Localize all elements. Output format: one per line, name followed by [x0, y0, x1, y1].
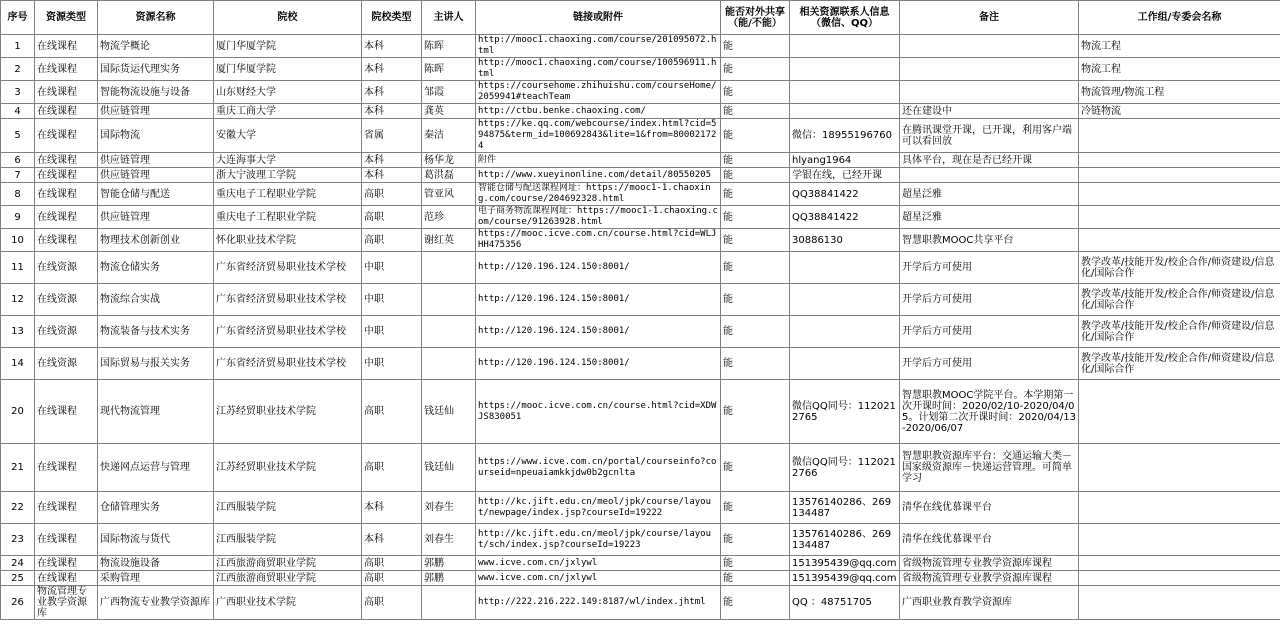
cell-working-group[interactable]: [1079, 380, 1280, 444]
cell-institution-type[interactable]: 高职: [362, 556, 422, 571]
cell-institution[interactable]: 广东省经济贸易职业技术学校: [214, 316, 362, 348]
cell-index[interactable]: 8: [1, 183, 35, 206]
cell-institution-type[interactable]: 高职: [362, 229, 422, 252]
cell-resource-name[interactable]: 供应链管理: [98, 168, 214, 183]
cell-shareable[interactable]: 能: [721, 284, 790, 316]
cell-working-group[interactable]: 教学改革/技能开发/校企合作/师资建设/信息化/国际合作: [1079, 348, 1280, 380]
cell-institution[interactable]: 厦门华厦学院: [214, 58, 362, 81]
table-row: [1, 492, 1280, 524]
cell-link[interactable]: http://kc.jift.edu.cn/meol/jpk/course/layout/sch/index.jsp?courseId=19223: [476, 524, 721, 556]
cell-shareable[interactable]: 能: [721, 524, 790, 556]
cell-resource-name[interactable]: 供应链管理: [98, 206, 214, 229]
cell-index[interactable]: 4: [1, 104, 35, 119]
cell-institution-type[interactable]: 高职: [362, 206, 422, 229]
cell-lecturer[interactable]: 刘春生: [422, 492, 476, 524]
cell-lecturer[interactable]: 邹霞: [422, 81, 476, 104]
cell-resource-name[interactable]: 快递网点运营与管理: [98, 444, 214, 492]
cell-institution[interactable]: 江苏经贸职业技术学院: [214, 380, 362, 444]
cell-contact[interactable]: QQ38841422: [790, 183, 900, 206]
cell-institution[interactable]: 大连海事大学: [214, 153, 362, 168]
cell-shareable[interactable]: 能: [721, 183, 790, 206]
cell-lecturer[interactable]: 葛洪磊: [422, 168, 476, 183]
cell-resource-type[interactable]: 在线课程: [35, 206, 98, 229]
cell-institution-type[interactable]: 中职: [362, 252, 422, 284]
cell-institution[interactable]: 广西职业技术学院: [214, 586, 362, 620]
cell-link[interactable]: www.icve.com.cn/jxlywl: [476, 556, 721, 571]
cell-lecturer[interactable]: 郭鹏: [422, 556, 476, 571]
cell-resource-name[interactable]: 广西物流专业教学资源库: [98, 586, 214, 620]
cell-index[interactable]: 23: [1, 524, 35, 556]
cell-remarks[interactable]: [900, 35, 1079, 58]
cell-remarks[interactable]: 开学后方可使用: [900, 252, 1079, 284]
cell-shareable[interactable]: 能: [721, 556, 790, 571]
cell-shareable[interactable]: 能: [721, 348, 790, 380]
cell-contact[interactable]: [790, 284, 900, 316]
cell-institution-type[interactable]: 本科: [362, 524, 422, 556]
cell-shareable[interactable]: 能: [721, 81, 790, 104]
cell-contact[interactable]: hlyang1964: [790, 153, 900, 168]
cell-institution-type[interactable]: 省属: [362, 119, 422, 153]
cell-resource-name[interactable]: 现代物流管理: [98, 380, 214, 444]
header-institution[interactable]: 院校: [214, 1, 362, 35]
cell-working-group[interactable]: 教学改革/技能开发/校企合作/师资建设/信息化/国际合作: [1079, 284, 1280, 316]
table-row: [1, 316, 1280, 348]
cell-lecturer[interactable]: 陈晖: [422, 35, 476, 58]
cell-index[interactable]: 24: [1, 556, 35, 571]
cell-index[interactable]: 5: [1, 119, 35, 153]
cell-working-group[interactable]: [1079, 444, 1280, 492]
cell-resource-name[interactable]: 仓储管理实务: [98, 492, 214, 524]
cell-link[interactable]: http://mooc1.chaoxing.com/course/201095072.html: [476, 35, 721, 58]
cell-contact[interactable]: [790, 104, 900, 119]
cell-working-group[interactable]: [1079, 168, 1280, 183]
cell-resource-name[interactable]: 国际物流与货代: [98, 524, 214, 556]
cell-contact[interactable]: 151395439@qq.com: [790, 556, 900, 571]
cell-institution[interactable]: 重庆电子工程职业学院: [214, 183, 362, 206]
cell-index[interactable]: 1: [1, 35, 35, 58]
cell-institution-type[interactable]: 高职: [362, 380, 422, 444]
cell-institution-type[interactable]: 高职: [362, 444, 422, 492]
cell-resource-type[interactable]: 在线课程: [35, 104, 98, 119]
cell-institution[interactable]: 广东省经济贸易职业技术学校: [214, 348, 362, 380]
table-row: [1, 104, 1280, 119]
header-row: [1, 1, 1280, 35]
table-row: [1, 348, 1280, 380]
cell-working-group[interactable]: [1079, 492, 1280, 524]
table-body: [1, 35, 1280, 620]
table-row: [1, 556, 1280, 571]
cell-resource-name[interactable]: 物理技术创新创业: [98, 229, 214, 252]
table-row: [1, 153, 1280, 168]
cell-shareable[interactable]: 能: [721, 58, 790, 81]
cell-index[interactable]: 13: [1, 316, 35, 348]
header-shareable[interactable]: 能否对外共享（能/不能）: [721, 1, 790, 35]
table-row: [1, 58, 1280, 81]
table-row: [1, 168, 1280, 183]
cell-index[interactable]: 6: [1, 153, 35, 168]
cell-lecturer[interactable]: [422, 316, 476, 348]
header-lecturer[interactable]: 主讲人: [422, 1, 476, 35]
cell-institution-type[interactable]: 本科: [362, 168, 422, 183]
cell-shareable[interactable]: 能: [721, 444, 790, 492]
cell-institution[interactable]: 怀化职业技术学院: [214, 229, 362, 252]
cell-resource-type[interactable]: 在线资源: [35, 348, 98, 380]
cell-shareable[interactable]: 能: [721, 104, 790, 119]
cell-link[interactable]: 智能仓储与配送课程网址：https://mooc1-1.chaoxing.com/course/204692328.html: [476, 183, 721, 206]
cell-resource-type[interactable]: 在线课程: [35, 81, 98, 104]
cell-shareable[interactable]: 能: [721, 492, 790, 524]
cell-resource-type[interactable]: 在线资源: [35, 252, 98, 284]
cell-link[interactable]: http://ctbu.benke.chaoxing.com/: [476, 104, 721, 119]
cell-working-group[interactable]: [1079, 183, 1280, 206]
cell-remarks[interactable]: 智慧职教MOOC学院平台。本学期第一次开课时间：2020/02/10-2020/04/05。计划第二次开课时间：2020/04/13-2020/06/07: [900, 380, 1079, 444]
table-row: [1, 183, 1280, 206]
cell-index[interactable]: 21: [1, 444, 35, 492]
cell-index[interactable]: 26: [1, 586, 35, 620]
cell-resource-name[interactable]: 智能仓储与配送: [98, 183, 214, 206]
header-institution-type[interactable]: 院校类型: [362, 1, 422, 35]
cell-resource-name[interactable]: 国际货运代理实务: [98, 58, 214, 81]
table-row: [1, 524, 1280, 556]
cell-institution-type[interactable]: 高职: [362, 586, 422, 620]
table-row: [1, 380, 1280, 444]
cell-link[interactable]: https://mooc.icve.com.cn/course.html?cid=XDWJS830051: [476, 380, 721, 444]
cell-institution[interactable]: 浙大宁波理工学院: [214, 168, 362, 183]
cell-working-group[interactable]: [1079, 571, 1280, 586]
cell-remarks[interactable]: 智慧职教MOOC共享平台: [900, 229, 1079, 252]
header-working-group[interactable]: 工作组/专委会名称: [1079, 1, 1280, 35]
cell-contact[interactable]: [790, 58, 900, 81]
cell-resource-name[interactable]: 物流仓储实务: [98, 252, 214, 284]
cell-resource-type[interactable]: 在线课程: [35, 524, 98, 556]
cell-lecturer[interactable]: 陈晖: [422, 58, 476, 81]
cell-lecturer[interactable]: [422, 252, 476, 284]
table-row: [1, 444, 1280, 492]
cell-lecturer[interactable]: 郭鹏: [422, 571, 476, 586]
cell-working-group[interactable]: [1079, 153, 1280, 168]
cell-lecturer[interactable]: 秦洁: [422, 119, 476, 153]
cell-institution-type[interactable]: 高职: [362, 183, 422, 206]
cell-institution[interactable]: 重庆电子工程职业学院: [214, 206, 362, 229]
cell-working-group[interactable]: [1079, 524, 1280, 556]
cell-remarks[interactable]: [900, 81, 1079, 104]
cell-working-group[interactable]: 教学改革/技能开发/校企合作/师资建设/信息化/国际合作: [1079, 252, 1280, 284]
cell-contact[interactable]: 微信QQ同号：1120212765: [790, 380, 900, 444]
cell-working-group[interactable]: [1079, 586, 1280, 620]
cell-remarks[interactable]: 超星泛雅: [900, 206, 1079, 229]
cell-resource-type[interactable]: 在线课程: [35, 35, 98, 58]
cell-contact[interactable]: QQ ：48751705: [790, 586, 900, 620]
cell-working-group[interactable]: [1079, 556, 1280, 571]
cell-link[interactable]: http://222.216.222.149:8187/wl/index.jhtml: [476, 586, 721, 620]
cell-remarks[interactable]: 开学后方可使用: [900, 284, 1079, 316]
cell-resource-type[interactable]: 在线课程: [35, 119, 98, 153]
cell-contact[interactable]: [790, 81, 900, 104]
cell-resource-type[interactable]: 在线课程: [35, 58, 98, 81]
cell-contact[interactable]: [790, 252, 900, 284]
cell-contact[interactable]: QQ38841422: [790, 206, 900, 229]
cell-remarks[interactable]: [900, 58, 1079, 81]
cell-lecturer[interactable]: 管亚风: [422, 183, 476, 206]
cell-shareable[interactable]: 能: [721, 380, 790, 444]
table-row: [1, 586, 1280, 620]
cell-remarks[interactable]: 具体平台，现在是否已经开课: [900, 153, 1079, 168]
cell-link[interactable]: 附件: [476, 153, 721, 168]
cell-lecturer[interactable]: [422, 284, 476, 316]
table-row: [1, 571, 1280, 586]
header-resource-type[interactable]: 资源类型: [35, 1, 98, 35]
cell-institution-type[interactable]: 中职: [362, 316, 422, 348]
cell-working-group[interactable]: [1079, 229, 1280, 252]
cell-remarks[interactable]: 超星泛雅: [900, 183, 1079, 206]
cell-shareable[interactable]: 能: [721, 571, 790, 586]
header-link[interactable]: 链接或附件: [476, 1, 721, 35]
cell-link[interactable]: www.icve.com.cn/jxlywl: [476, 571, 721, 586]
cell-index[interactable]: 10: [1, 229, 35, 252]
cell-institution-type[interactable]: 高职: [362, 571, 422, 586]
cell-institution[interactable]: 江西服装学院: [214, 492, 362, 524]
cell-working-group[interactable]: 物流管理/物流工程: [1079, 81, 1280, 104]
cell-remarks[interactable]: 智慧职教资源库平台：交通运输大类－国家级资源库－快递运营管理。可简单学习: [900, 444, 1079, 492]
table-row: [1, 284, 1280, 316]
cell-institution-type[interactable]: 本科: [362, 81, 422, 104]
cell-institution[interactable]: 广东省经济贸易职业技术学校: [214, 252, 362, 284]
cell-lecturer[interactable]: 范珍: [422, 206, 476, 229]
cell-link[interactable]: http://mooc1.chaoxing.com/course/100596911.html: [476, 58, 721, 81]
cell-institution[interactable]: 重庆工商大学: [214, 104, 362, 119]
cell-institution[interactable]: 厦门华厦学院: [214, 35, 362, 58]
cell-lecturer[interactable]: 龚英: [422, 104, 476, 119]
cell-shareable[interactable]: 能: [721, 316, 790, 348]
cell-institution-type[interactable]: 本科: [362, 104, 422, 119]
cell-resource-type[interactable]: 在线课程: [35, 571, 98, 586]
cell-institution[interactable]: 山东财经大学: [214, 81, 362, 104]
cell-institution-type[interactable]: 中职: [362, 348, 422, 380]
cell-resource-type[interactable]: 在线课程: [35, 492, 98, 524]
cell-index[interactable]: 14: [1, 348, 35, 380]
cell-index[interactable]: 11: [1, 252, 35, 284]
cell-institution[interactable]: 江西旅游商贸职业学院: [214, 556, 362, 571]
cell-lecturer[interactable]: 杨华龙: [422, 153, 476, 168]
cell-index[interactable]: 7: [1, 168, 35, 183]
table-row: [1, 119, 1280, 153]
cell-resource-type[interactable]: 物流管理专业教学资源库: [35, 586, 98, 620]
cell-institution-type[interactable]: 本科: [362, 58, 422, 81]
cell-contact[interactable]: 微信：18955196760: [790, 119, 900, 153]
cell-contact[interactable]: [790, 35, 900, 58]
cell-institution[interactable]: 安徽大学: [214, 119, 362, 153]
cell-shareable[interactable]: 能: [721, 586, 790, 620]
header-resource-name[interactable]: 资源名称: [98, 1, 214, 35]
cell-remarks[interactable]: 清华在线优慕课平台: [900, 492, 1079, 524]
cell-resource-name[interactable]: 物流综合实战: [98, 284, 214, 316]
cell-link[interactable]: http://120.196.124.150:8001/: [476, 284, 721, 316]
cell-resource-type[interactable]: 在线课程: [35, 380, 98, 444]
cell-resource-type[interactable]: 在线课程: [35, 556, 98, 571]
cell-resource-name[interactable]: 国际物流: [98, 119, 214, 153]
header-contact[interactable]: 相关资源联系人信息（微信、QQ）: [790, 1, 900, 35]
cell-resource-type[interactable]: 在线课程: [35, 183, 98, 206]
cell-contact[interactable]: [790, 348, 900, 380]
cell-index[interactable]: 12: [1, 284, 35, 316]
cell-link[interactable]: http://120.196.124.150:8001/: [476, 252, 721, 284]
cell-resource-name[interactable]: 国际贸易与报关实务: [98, 348, 214, 380]
cell-lecturer[interactable]: 钱廷仙: [422, 444, 476, 492]
cell-resource-type[interactable]: 在线课程: [35, 229, 98, 252]
cell-link[interactable]: https://ke.qq.com/webcourse/index.html?cid=594875&term_id=100692843&lite=1&from=800021724: [476, 119, 721, 153]
cell-lecturer[interactable]: 谢红英: [422, 229, 476, 252]
cell-remarks[interactable]: [900, 168, 1079, 183]
cell-contact[interactable]: 学银在线，已经开课: [790, 168, 900, 183]
cell-index[interactable]: 9: [1, 206, 35, 229]
cell-index[interactable]: 20: [1, 380, 35, 444]
cell-lecturer[interactable]: [422, 348, 476, 380]
cell-shareable[interactable]: 能: [721, 153, 790, 168]
cell-contact[interactable]: 微信QQ同号：1120212766: [790, 444, 900, 492]
cell-lecturer[interactable]: [422, 586, 476, 620]
header-remarks[interactable]: 备注: [900, 1, 1079, 35]
cell-lecturer[interactable]: 钱廷仙: [422, 380, 476, 444]
cell-working-group[interactable]: 物流工程: [1079, 35, 1280, 58]
cell-resource-type[interactable]: 在线资源: [35, 284, 98, 316]
cell-index[interactable]: 2: [1, 58, 35, 81]
cell-remarks[interactable]: 省级物流管理专业教学资源库课程: [900, 556, 1079, 571]
cell-working-group[interactable]: 冷链物流: [1079, 104, 1280, 119]
cell-remarks[interactable]: 广西职业教育教学资源库: [900, 586, 1079, 620]
cell-institution[interactable]: 江苏经贸职业技术学院: [214, 444, 362, 492]
cell-contact[interactable]: 30886130: [790, 229, 900, 252]
table-row: [1, 81, 1280, 104]
cell-institution[interactable]: 江西服装学院: [214, 524, 362, 556]
cell-resource-name[interactable]: 物流设施设备: [98, 556, 214, 571]
cell-institution-type[interactable]: 本科: [362, 153, 422, 168]
cell-institution-type[interactable]: 中职: [362, 284, 422, 316]
cell-link[interactable]: https://www.icve.com.cn/portal/courseinfo?courseid=npeuaiamkkjdw0b2gcnlta: [476, 444, 721, 492]
cell-institution[interactable]: 广东省经济贸易职业技术学校: [214, 284, 362, 316]
table-row: [1, 252, 1280, 284]
cell-resource-name[interactable]: 供应链管理: [98, 153, 214, 168]
cell-shareable[interactable]: 能: [721, 206, 790, 229]
cell-remarks[interactable]: 开学后方可使用: [900, 348, 1079, 380]
cell-shareable[interactable]: 能: [721, 119, 790, 153]
cell-resource-name[interactable]: 智能物流设施与设备: [98, 81, 214, 104]
cell-link[interactable]: http://120.196.124.150:8001/: [476, 348, 721, 380]
cell-link[interactable]: http://www.xueyinonline.com/detail/80550205: [476, 168, 721, 183]
cell-resource-type[interactable]: 在线课程: [35, 444, 98, 492]
table-row: [1, 206, 1280, 229]
cell-index[interactable]: 22: [1, 492, 35, 524]
table-row: [1, 35, 1280, 58]
header-index[interactable]: 序号: [1, 1, 35, 35]
cell-link[interactable]: http://120.196.124.150:8001/: [476, 316, 721, 348]
cell-shareable[interactable]: 能: [721, 252, 790, 284]
cell-index[interactable]: 25: [1, 571, 35, 586]
cell-resource-name[interactable]: 供应链管理: [98, 104, 214, 119]
cell-institution-type[interactable]: 本科: [362, 35, 422, 58]
cell-shareable[interactable]: 能: [721, 168, 790, 183]
cell-resource-type[interactable]: 在线资源: [35, 316, 98, 348]
cell-link[interactable]: http://kc.jift.edu.cn/meol/jpk/course/layout/newpage/index.jsp?courseId=19222: [476, 492, 721, 524]
cell-contact[interactable]: [790, 316, 900, 348]
cell-index[interactable]: 3: [1, 81, 35, 104]
cell-working-group[interactable]: 物流工程: [1079, 58, 1280, 81]
cell-shareable[interactable]: 能: [721, 229, 790, 252]
cell-link[interactable]: https://mooc.icve.com.cn/course.html?cid=WLJHH475356: [476, 229, 721, 252]
cell-lecturer[interactable]: 刘春生: [422, 524, 476, 556]
cell-institution-type[interactable]: 本科: [362, 492, 422, 524]
cell-resource-name[interactable]: 物流装备与技术实务: [98, 316, 214, 348]
cell-resource-type[interactable]: 在线课程: [35, 153, 98, 168]
cell-institution[interactable]: 江西旅游商贸职业学院: [214, 571, 362, 586]
cell-working-group[interactable]: [1079, 119, 1280, 153]
cell-resource-name[interactable]: 物流学概论: [98, 35, 214, 58]
cell-remarks[interactable]: 在腾讯课堂开课，已开课，利用客户端可以看回放: [900, 119, 1079, 153]
cell-resource-name[interactable]: 采购管理: [98, 571, 214, 586]
cell-resource-type[interactable]: 在线课程: [35, 168, 98, 183]
cell-remarks[interactable]: 清华在线优慕课平台: [900, 524, 1079, 556]
cell-remarks[interactable]: 开学后方可使用: [900, 316, 1079, 348]
cell-contact[interactable]: 13576140286、269134487: [790, 524, 900, 556]
cell-link[interactable]: https://coursehome.zhihuishu.com/courseHome/2059941#teachTeam: [476, 81, 721, 104]
cell-shareable[interactable]: 能: [721, 35, 790, 58]
cell-working-group[interactable]: [1079, 206, 1280, 229]
cell-remarks[interactable]: 还在建设中: [900, 104, 1079, 119]
cell-working-group[interactable]: 教学改革/技能开发/校企合作/师资建设/信息化/国际合作: [1079, 316, 1280, 348]
cell-link[interactable]: 电子商务物流课程网址：https://mooc1-1.chaoxing.com/course/91263928.html: [476, 206, 721, 229]
cell-contact[interactable]: 151395439@qq.com: [790, 571, 900, 586]
table-row: [1, 229, 1280, 252]
cell-contact[interactable]: 13576140286、269134487: [790, 492, 900, 524]
cell-remarks[interactable]: 省级物流管理专业教学资源库课程: [900, 571, 1079, 586]
